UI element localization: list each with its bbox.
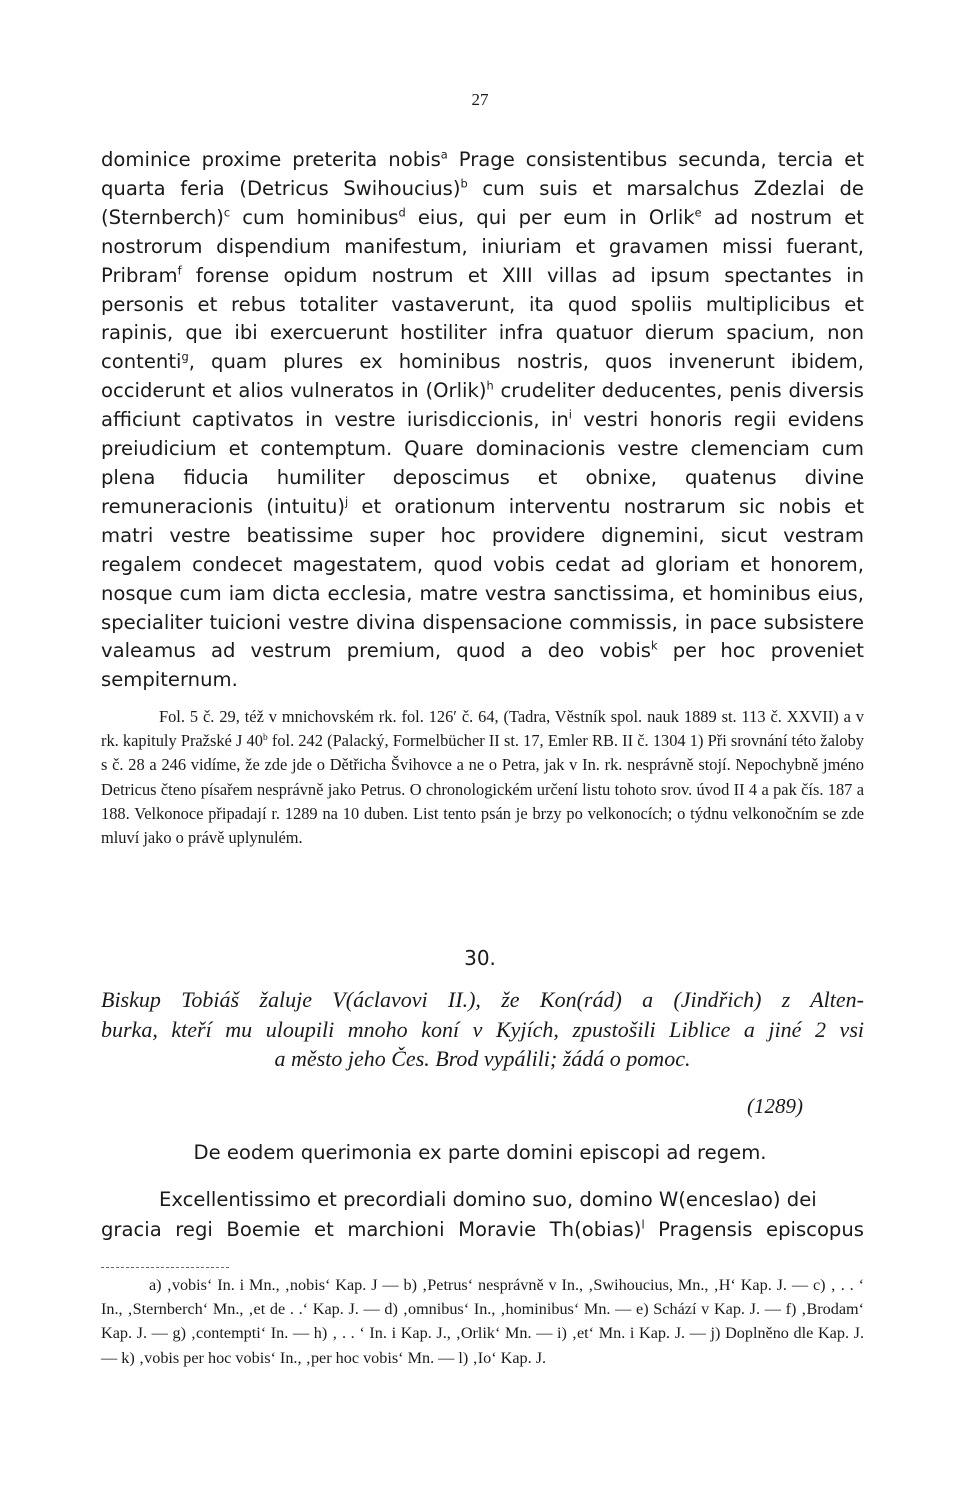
footnote-marker: d (398, 205, 406, 220)
regest-line: burka, kteří mu uloupili mnoho koní v Kyjích, zpustošili Liblice a jiné 2 vsi (101, 1016, 864, 1042)
text-run: dominice proxime preterita nobis (101, 148, 441, 171)
address-text: Pragensis episcopus (644, 1218, 864, 1241)
footnote-marker: f (177, 263, 182, 278)
page-number: 27 (471, 90, 489, 109)
address-line (101, 1215, 864, 1245)
regest-line: Biskup Tobiáš žaluje V(áclavovi II.), že Kon(rád) a (Jindřich) z Alten- (101, 987, 864, 1012)
footnote-marker: g (181, 349, 189, 364)
footnotes (101, 1273, 864, 1370)
footnote-marker: b (262, 733, 268, 744)
text-run: et orationum interventu nostrarum sic nobis et matri vestre beatissime super hoc providere dignemini, sicut vestram regalem condecet magestatem, quod vobis cedat ad gloriam et honorem, nosque cum iam dicta ecclesia, matre vestra sanctissima, et hominibus eius, specialiter tuicioni vestre divina dispensacione commissis, in pace subsistere valeamus ad vestrum premium, quod a deo vobis (101, 494, 864, 663)
text-run: cum suis et marsalchus Zdezlai de (Sternberch) (101, 176, 864, 229)
footnote-text: a) ‚vobis‘ In. i Mn., ‚nobis‘ Kap. J — b) ‚Petrus‘ nesprávně v In., ‚Swihoucius, Mn., ‚H‘ Kap. J. — c) ‚ . . ‘ In., ‚Sternberch‘ Mn., ‚et de . .‘ Kap. J. — d) ‚omnibus‘ In., ‚hominibus‘ Mn. — e) Schází v Kap. J. — f) ‚Brodam‘ Kap. J. — g) ‚contempti‘ In. — h) ‚ . . ‘ In. i Kap. J., ‚Orlik‘ Mn. — i) ‚et‘ Mn. i Kap. J. — j) Doplněno dle Kap. J. — k) ‚vobis per hoc vobis‘ In., ‚per hoc vobis‘ Mn. — l) ‚Io‘ Kap. J. (101, 1276, 864, 1367)
document-number: 30. (464, 946, 496, 970)
letter-paragraph (101, 146, 864, 695)
regest-line: a město jeho Čes. Brod vypálili; žádá o pomoc. (274, 1046, 691, 1071)
text-run: fol. 242 (Palacký, Formelbücher II st. 17, Emler RB. II č. 1304 1) Při srovnání této žaloby s č. 28 a 246 vidíme, že zde jde o Dětřicha Švihovce a ne o Petra, jak v In. rk. nesprávně stojí. Nepochybně jméno Detricus čteno písařem nesprávně jako Petrus. O chronologickém určení listu tohoto srov. úvod II 4 a pak čís. 187 a 188. Velkonoce připadají r. 1289 na 10 duben. List tento psán je brzy po velkonocích; o týdnu velkonočním se zde mluví jako o právě uplynulém. (101, 731, 864, 848)
address-text: gracia regi Boemie et marchioni Moravie Th(obias) (101, 1218, 642, 1241)
footnote-divider (101, 1267, 229, 1268)
text-run: ad nostrum et nostrorum dispendium manifestum, iniuriam et gravamen missi fuerant, Pribram (101, 205, 864, 287)
text-run: , quam plures ex hominibus nostris, quos invenerunt ibidem, occiderunt et alios vulneratos in (Orlik) (101, 350, 864, 403)
source-note-paragraph (101, 705, 864, 850)
footnote-marker: b (460, 176, 468, 191)
footnote-marker: l (641, 1217, 645, 1232)
letter-body (101, 146, 864, 695)
text-run: Prage consistentibus secunda, tercia et quarta feria (Detricus Swihoucius) (101, 148, 865, 200)
text-run: cum hominibus (230, 205, 399, 229)
text-run: crudeliter deducentes, penis diversis afficiunt captivatos in vestre iurisdiccionis, in (101, 379, 864, 432)
footnote-marker: k (651, 639, 658, 654)
footnote-marker: j (345, 494, 349, 509)
text-run: per hoc proveniet sempiternum. (101, 639, 864, 692)
text-run: forense opidum nostrum et XIII villas ad ipsum spectantes in personis et rebus totaliter vastaverunt, ita quod spoliis multiplicibus et rapinis, que ibi exercuerunt hostiliter infra quatuor dierum spacium, non contenti (101, 263, 864, 374)
text-run: vestri honoris regii evidens preiudicium et contemptum. Quare dominacionis vestre clemenciam cum plena fiducia humiliter deposcimus et obnixe, quatenus divine remuneracionis (intuitu) (101, 408, 864, 518)
source-note (101, 705, 864, 850)
letter-address (101, 1185, 864, 1245)
regest (101, 985, 864, 1074)
address-line: Excellentissimo et precordiali domino suo, domino W(enceslao) dei (159, 1188, 817, 1211)
date-tag: (1289) (747, 1094, 803, 1118)
footnote-marker: c (223, 205, 231, 220)
footnote-marker: h (486, 378, 494, 393)
footnote-marker: i (568, 407, 572, 422)
document-heading: De eodem querimonia ex parte domini episcopi ad regem. (193, 1141, 767, 1164)
text-run: Fol. 5 č. 29, též v mnichovském rk. fol. 126′ č. 64, (Tadra, Věstník spol. nauk 1889 st. 113 č. XXVII) a v rk. kapituly Pražské J 40 (101, 707, 864, 751)
footnote-marker: a (440, 147, 448, 162)
text-run: eius, qui per eum in Orlik (405, 205, 695, 229)
footnote-marker: e (694, 205, 702, 220)
